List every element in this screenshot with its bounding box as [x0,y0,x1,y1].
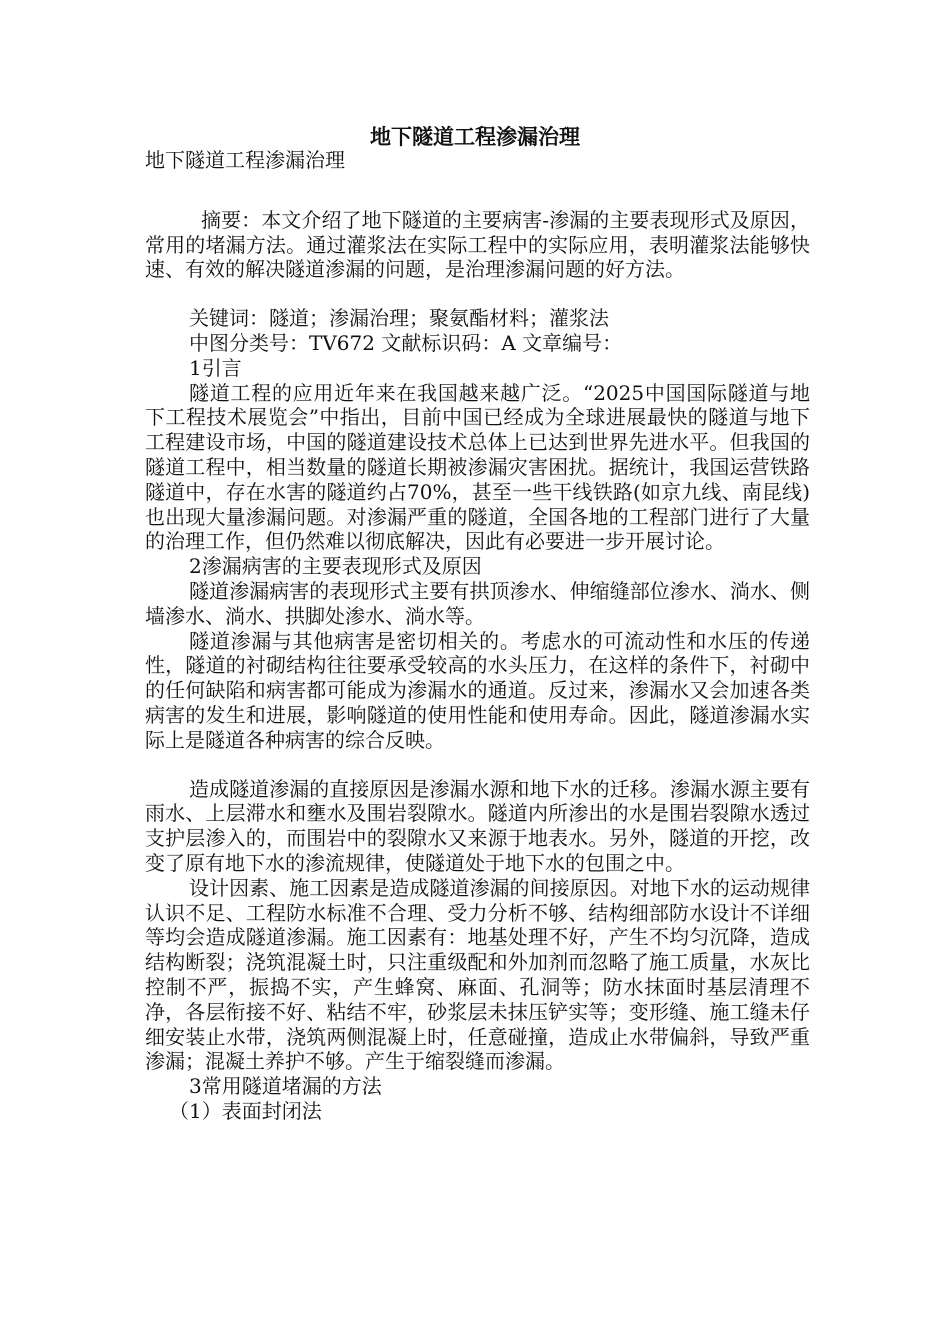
body-paragraph: 设计因素、施工因素是造成隧道渗漏的间接原因。对地下水的运动规律认识不足、工程防水标准不合理、受力分析不够、结构细部防水设计不详细等均会造成隧道渗漏。施工因素有：地基处理不好，产生不均匀沉降，造成结构断裂；浇筑混凝土时，只注重级配和外加剂而忽略了施工质量，水灰比控制不严，振捣不实，产生蜂窝、麻面、孔洞等；防水抹面时基层清理不净，各层衔接不好、粘结不牢，砂浆层未抹压铲实等；变形缝、施工缝未仔细安装止水带，浇筑两侧混凝上时，任意碰撞，造成止水带偏斜，导致严重渗漏；混凝土养护不够。产生于缩裂缝而渗漏。 [145,875,810,1074]
section-heading-causes: 2渗漏病害的主要表现形式及原因 [189,554,482,579]
body-paragraph: 造成隧道渗漏的直接原因是渗漏水源和地下水的迁移。渗漏水源主要有雨水、上层滞水和壅水及围岩裂隙水。隧道内所渗出的水是围岩裂隙水透过支护层渗入的，而围岩中的裂隙水又来源于地表水。另外，隧道的开挖，改变了原有地下水的渗流规律，使隧道处于地下水的包围之中。 [145,776,810,875]
body-paragraph: 隧道工程的应用近年来在我国越来越广泛。“2025中国国际隧道与地下工程技术展览会”中指出，目前中国已经成为全球进展最快的隧道与地下工程建设市场，中国的隧道建设技术总体上已达到世界先进水平。但我国的隧道工程中，相当数量的隧道长期被渗漏灾害困扰。据统计，我国运营铁路隧道中，存在水害的隧道约占70%，甚至一些干线铁路(如京九线、南昆线)也出现大量渗漏问题。对渗漏严重的隧道，全国各地的工程部门进行了大量的治理工作，但仍然难以彻底解决，因此有必要进一步开展讨论。 [145,380,810,554]
section-heading-introduction: 1引言 [189,355,242,380]
subsection-heading-surface-sealing: （1）表面封闭法 [169,1098,322,1123]
document-title: 地下隧道工程渗漏治理 [370,125,580,149]
classification-line: 中图分类号：TV672 文献标识码：A 文章编号： [189,330,623,355]
document-subtitle: 地下隧道工程渗漏治理 [145,148,345,172]
keywords-line: 关键词：隧道；渗漏治理；聚氨酯材料；灌浆法 [189,306,609,331]
body-paragraph: 隧道渗漏病害的表现形式主要有拱顶渗水、伸缩缝部位渗水、淌水、侧墙渗水、淌水、拱脚处渗水、淌水等。 [145,578,810,628]
section-heading-methods: 3常用隧道堵漏的方法 [189,1074,382,1099]
document-body [145,148,810,1124]
abstract-paragraph: 摘要：本文介绍了地下隧道的主要病害-渗漏的主要表现形式及原因，常用的堵漏方法。通过灌浆法在实际工程中的实际应用，表明灌浆法能够快速、有效的解决隧道渗漏的问题，是治理渗漏问题的好方法。 [145,207,810,282]
body-paragraph: 隧道渗漏与其他病害是密切相关的。考虑水的可流动性和水压的传递性，隧道的衬砌结构往往要承受较高的水头压力，在这样的条件下，衬砌中的任何缺陷和病害都可能成为渗漏水的通道。反过来，渗漏水又会加速各类病害的发生和进展，影响隧道的使用性能和使用寿命。因此，隧道渗漏水实际上是隧道各种病害的综合反映。 [145,628,810,752]
